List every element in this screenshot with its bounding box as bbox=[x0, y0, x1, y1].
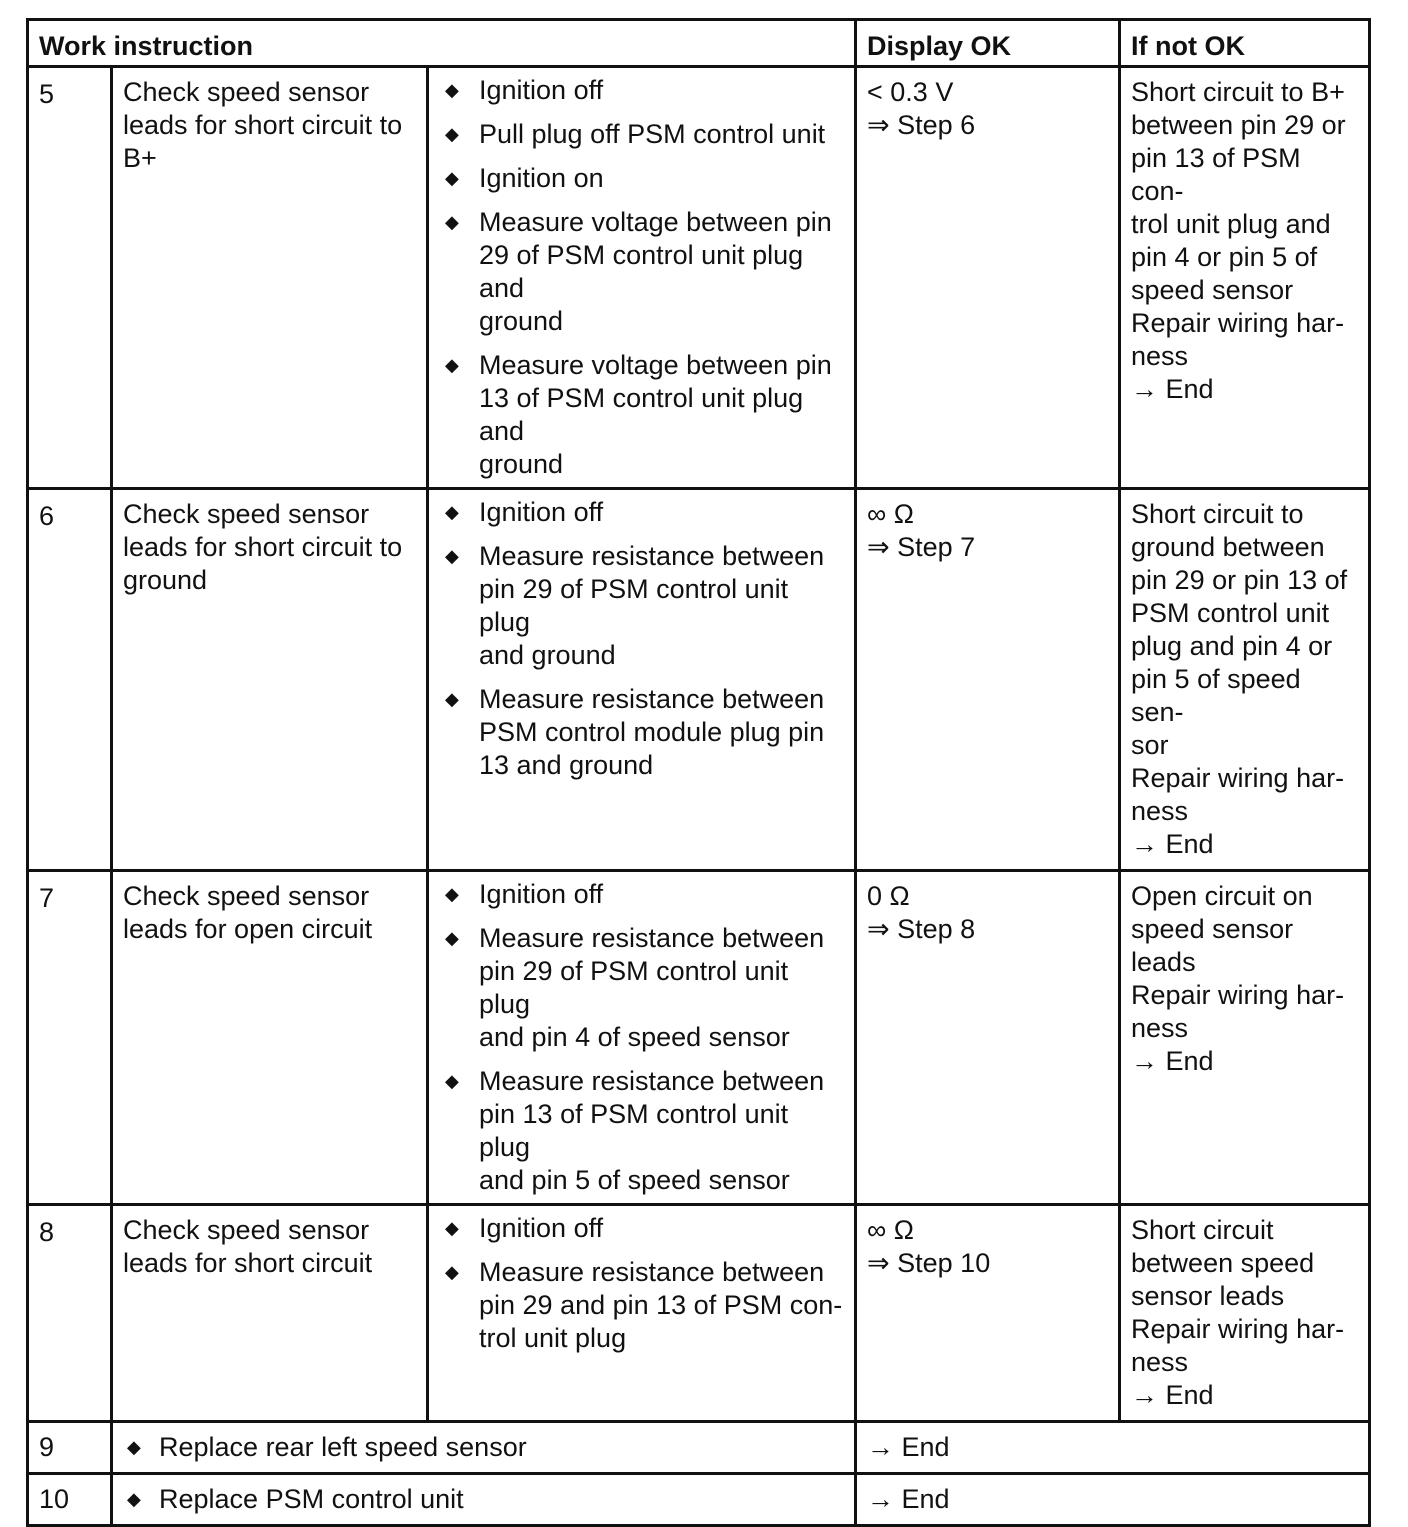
bullet-icon: ◆ bbox=[445, 124, 459, 144]
action-item: ◆ Ignition off bbox=[445, 75, 604, 105]
step-row-10 bbox=[28, 1474, 1370, 1526]
step-actions bbox=[428, 1205, 856, 1422]
bullet-icon: ◆ bbox=[445, 1218, 459, 1238]
bullet-icon: ◆ bbox=[445, 212, 459, 232]
step-row-8 bbox=[28, 1205, 1370, 1422]
step-title: Check speed sensor leads for open circuit bbox=[112, 871, 428, 1205]
step-row-9 bbox=[28, 1422, 1370, 1474]
action-item: ◆ Measure resistance between pin 29 of PSM control unit plug and pin 4 of speed sensor bbox=[445, 923, 825, 1052]
step-action: ◆ Replace rear left speed sensor bbox=[112, 1422, 856, 1474]
step-actions bbox=[428, 67, 856, 489]
bullet-icon: ◆ bbox=[445, 546, 459, 566]
step-title: Check speed sensor leads for short circuit to ground bbox=[112, 489, 428, 871]
step-number: 10 bbox=[28, 1474, 112, 1526]
step-result: → End bbox=[856, 1422, 1370, 1474]
action-item: ◆ Measure resistance between pin 29 and pin 13 of PSM con- trol unit plug bbox=[445, 1257, 843, 1353]
action-item: ◆ Measure voltage between pin 13 of PSM control unit plug and ground bbox=[445, 350, 832, 479]
step-actions bbox=[428, 489, 856, 871]
if-not-ok-cell: Short circuit to B+ between pin 29 or pin 13 of PSM con- trol unit plug and pin 4 or pin 5 of speed sensor Repair wiring har- ness → End bbox=[1120, 67, 1370, 489]
display-ok-cell: ∞ Ω ⇒ Step 10 bbox=[856, 1205, 1120, 1422]
bullet-icon: ◆ bbox=[445, 355, 459, 375]
action-item: ◆ Ignition off bbox=[445, 497, 604, 527]
action-item: ◆ Measure resistance between PSM control module plug pin 13 and ground bbox=[445, 684, 825, 780]
bullet-icon: ◆ bbox=[445, 1262, 459, 1282]
action-item: ◆ Measure voltage between pin 29 of PSM control unit plug and ground bbox=[445, 207, 832, 336]
bullet-icon: ◆ bbox=[445, 1071, 459, 1091]
header-row bbox=[28, 20, 1370, 67]
header-work-instruction: Work instruction bbox=[28, 20, 856, 67]
bullet-icon: ◆ bbox=[445, 168, 459, 188]
if-not-ok-cell: Open circuit on speed sensor leads Repair wiring har- ness → End bbox=[1120, 871, 1370, 1205]
bullet-icon: ◆ bbox=[445, 689, 459, 709]
bullet-icon: ◆ bbox=[445, 928, 459, 948]
action-item: ◆ Ignition off bbox=[445, 1213, 604, 1243]
step-number: 9 bbox=[28, 1422, 112, 1474]
action-item: ◆ Measure resistance between pin 13 of PSM control unit plug and pin 5 of speed sensor bbox=[445, 1066, 825, 1195]
action-item: ◆ Ignition on bbox=[445, 163, 604, 193]
step-row-7 bbox=[28, 871, 1370, 1205]
step-row-6 bbox=[28, 489, 1370, 871]
action-list bbox=[429, 872, 854, 1203]
step-number: 6 bbox=[28, 489, 112, 871]
if-not-ok-cell: Short circuit between speed sensor leads Repair wiring har- ness → End bbox=[1120, 1205, 1370, 1422]
header-display-ok: Display OK bbox=[856, 20, 1120, 67]
display-ok-cell: < 0.3 V ⇒ Step 6 bbox=[856, 67, 1120, 489]
step-row-5 bbox=[28, 67, 1370, 489]
action-list bbox=[429, 68, 854, 487]
bullet-icon: ◆ bbox=[445, 884, 459, 904]
if-not-ok-cell: Short circuit to ground between pin 29 or pin 13 of PSM control unit plug and pin 4 or pin 5 of speed sen- sor Repair wiring har- ness → End bbox=[1120, 489, 1370, 871]
bullet-icon: ◆ bbox=[445, 80, 459, 100]
bullet-icon: ◆ bbox=[445, 502, 459, 522]
action-list bbox=[429, 1206, 854, 1361]
step-action: ◆ Replace PSM control unit bbox=[112, 1474, 856, 1526]
step-number: 8 bbox=[28, 1205, 112, 1422]
step-number: 5 bbox=[28, 67, 112, 489]
bullet-icon: ◆ bbox=[127, 1489, 141, 1509]
step-title: Check speed sensor leads for short circuit bbox=[112, 1205, 428, 1422]
action-list bbox=[429, 490, 854, 788]
step-title: Check speed sensor leads for short circuit to B+ bbox=[112, 67, 428, 489]
display-ok-cell: ∞ Ω ⇒ Step 7 bbox=[856, 489, 1120, 871]
step-result: → End bbox=[856, 1474, 1370, 1526]
step-actions bbox=[428, 871, 856, 1205]
action-item: ◆ Measure resistance between pin 29 of PSM control unit plug and ground bbox=[445, 541, 825, 670]
action-item: ◆ Ignition off bbox=[445, 879, 604, 909]
work-instruction-table bbox=[26, 18, 1371, 1527]
header-if-not-ok: If not OK bbox=[1120, 20, 1370, 67]
bullet-icon: ◆ bbox=[127, 1437, 141, 1457]
display-ok-cell: 0 Ω ⇒ Step 8 bbox=[856, 871, 1120, 1205]
action-item: ◆ Pull plug off PSM control unit bbox=[445, 119, 826, 149]
step-number: 7 bbox=[28, 871, 112, 1205]
